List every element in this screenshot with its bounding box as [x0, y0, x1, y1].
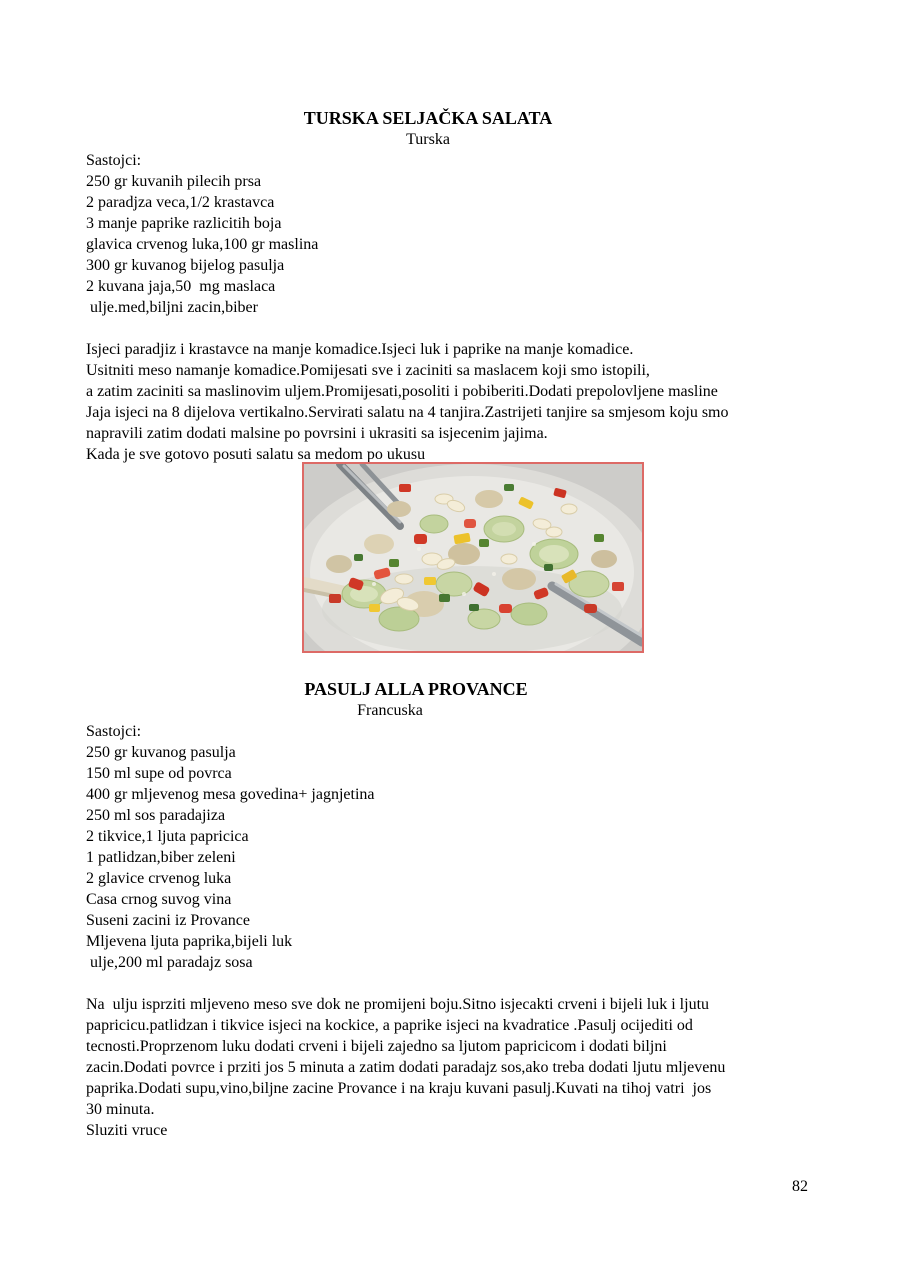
recipe-section-pasulj-alla-provance — [86, 679, 770, 1141]
page-number: 82 — [792, 1178, 808, 1195]
ingredient-line: 250 gr kuvanih pilecih prsa — [86, 173, 262, 190]
ingredient-line: glavica crvenog luka,100 gr maslina — [86, 236, 319, 253]
ingredient-line: 1 patlidzan,biber zeleni — [86, 849, 236, 866]
instruction-line: Na ulju isprziti mljeveno meso sve dok ne promijeni boju.Sitno isjecakti crveni i bijeli luk i ljutu — [86, 996, 710, 1013]
ingredient-line: 300 gr kuvanog bijelog pasulja — [86, 257, 285, 274]
instruction-line: napravili zatim dodati malsine po povrsini i ukrasiti sa isjecenim jajima. — [86, 425, 548, 442]
instruction-line: zacin.Dodati povrce i prziti jos 5 minuta a zatim dodati paradajz sos,ako treba dodati ljutu mljevenu — [86, 1059, 726, 1076]
instruction-line: Kada je sve gotovo posuti salatu sa medom po ukusu — [86, 446, 426, 463]
ingredient-line: 250 gr kuvanog pasulja — [86, 744, 236, 761]
blank-line — [86, 973, 770, 994]
ingredient-line: 2 glavice crvenog luka — [86, 870, 232, 887]
instruction-line: Usitniti meso namanje komadice.Pomijesati sve i zaciniti sa maslacem koji smo istopili, — [86, 362, 650, 379]
blank-line — [86, 318, 770, 339]
ingredient-line: Mljevena ljuta paprika,bijeli luk — [86, 933, 293, 950]
ingredient-line: 2 kuvana jaja,50 mg maslaca — [86, 278, 276, 295]
recipe-section-turska-seljacka-salata — [86, 108, 770, 465]
recipe-photo-frame — [302, 462, 644, 653]
recipe-cuisine: Turska — [406, 131, 450, 148]
ingredient-line: 2 paradjza veca,1/2 krastavca — [86, 194, 275, 211]
instruction-line: a zatim zaciniti sa maslinovim uljem.Promijesati,posoliti i pobiberiti.Dodati prepolovljene masline — [86, 383, 718, 400]
ingredients-label: Sastojci: — [86, 723, 142, 740]
instruction-line: 30 minuta. — [86, 1101, 155, 1118]
recipe-title: TURSKA SELJAČKA SALATA — [303, 108, 553, 128]
salad-photo — [304, 464, 642, 651]
ingredients-label: Sastojci: — [86, 152, 142, 169]
instruction-line: Jaja isjeci na 8 dijelova vertikalno.Servirati salatu na 4 tanjira.Zastrijeti tanjire sa smjesom koju smo — [86, 404, 729, 421]
ingredient-line: 250 ml sos paradajiza — [86, 807, 226, 824]
ingredient-line: 150 ml supe od povrca — [86, 765, 232, 782]
ingredient-line: ulje.med,biljni zacin,biber — [86, 299, 258, 316]
ingredient-line: Suseni zacini iz Provance — [86, 912, 250, 929]
ingredient-line: 3 manje paprike razlicitih boja — [86, 215, 282, 232]
ingredient-line: Casa crnog suvog vina — [86, 891, 232, 908]
ingredient-line: 400 gr mljevenog mesa govedina+ jagnjetina — [86, 786, 375, 803]
recipe-title: PASULJ ALLA PROVANCE — [304, 679, 528, 699]
instruction-line: Isjeci paradjiz i krastavce na manje komadice.Isjeci luk i paprike na manje komadice. — [86, 341, 634, 358]
ingredient-line: ulje,200 ml paradajz sosa — [86, 954, 253, 971]
instruction-line: Sluziti vruce — [86, 1122, 168, 1139]
instruction-line: paprika.Dodati supu,vino,biljne zacine Provance i na kraju kuvani pasulj.Kuvati na tihoj vatri jos — [86, 1080, 712, 1097]
recipe-cuisine: Francuska — [357, 702, 423, 719]
instruction-line: papricicu.patlidzan i tikvice isjeci na kockice, a paprike isjeci na kvadratice .Pasulj ocijediti od — [86, 1017, 693, 1034]
instruction-line: tecnosti.Proprzenom luku dodati crveni i bijeli zajedno sa ljutom papricicom i dodati biljni — [86, 1038, 667, 1055]
ingredient-line: 2 tikvice,1 ljuta papricica — [86, 828, 249, 845]
